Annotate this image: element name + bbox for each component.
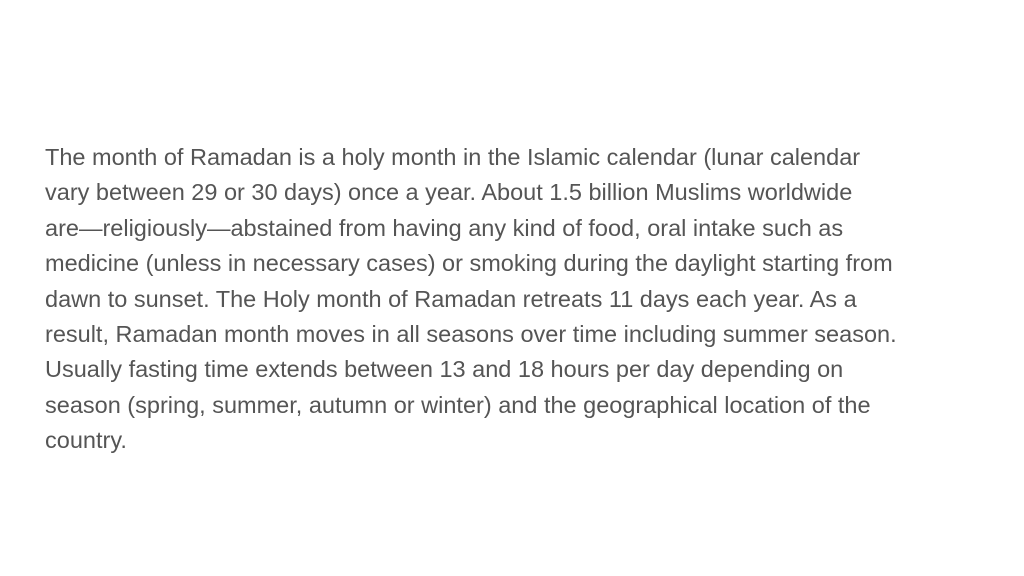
paragraph-line: Usually fasting time extends between 13 and 18 hours per day depending on [45, 356, 844, 383]
paragraph-line: are—religiously—abstained from having any kind of food, oral intake such as [45, 214, 844, 241]
paragraph-line: season (spring, summer, autumn or winter) and the geographical location of the [45, 391, 871, 418]
body-paragraph [45, 140, 990, 459]
paragraph-line: medicine (unless in necessary cases) or smoking during the daylight starting from [45, 250, 893, 277]
paragraph-line: country. [45, 427, 127, 454]
paragraph-line: The month of Ramadan is a holy month in the Islamic calendar (lunar calendar [45, 144, 861, 170]
paragraph-line: vary between 29 or 30 days) once a year. About 1.5 billion Muslims worldwide [45, 179, 853, 206]
paragraph-line: dawn to sunset. The Holy month of Ramadan retreats 11 days each year. As a [45, 285, 857, 312]
paragraph-line: result, Ramadan month moves in all seasons over time including summer season. [45, 321, 897, 348]
